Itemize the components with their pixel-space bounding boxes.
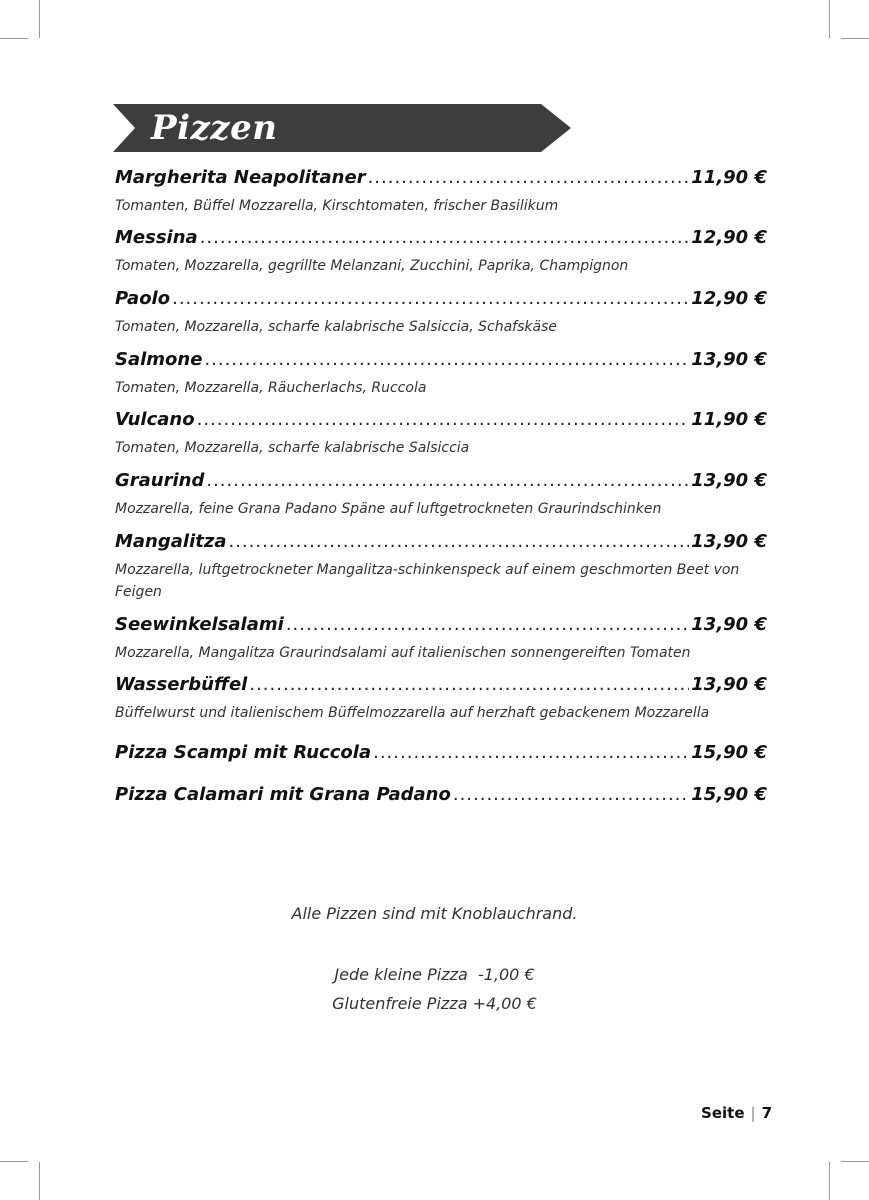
item-price: 13,90 €: [691, 531, 767, 552]
item-description: Tomaten, Mozzarella, gegrillte Melanzani, Zucchini, Paprika, Champignon: [115, 258, 629, 274]
dot-leader: [206, 468, 689, 494]
item-name: Pizza Scampi mit Ruccola: [115, 742, 372, 763]
item-price: 13,90 €: [691, 614, 767, 635]
item-price: 12,90 €: [691, 227, 767, 248]
dot-leader: [373, 740, 689, 766]
garlic-crust-note: Alle Pizzen sind mit Knoblauchrand.: [291, 904, 578, 923]
menu-item: [115, 672, 767, 724]
menu-item: [115, 740, 767, 766]
menu-item: [115, 407, 767, 459]
section-title: Pizzen: [151, 108, 278, 148]
crop-mark: [841, 1161, 869, 1162]
item-name: Salmone: [115, 349, 203, 370]
price-adjustments: [0, 960, 869, 1018]
item-description: Tomanten, Büffel Mozzarella, Kirschtomaten, frischer Basilikum: [115, 198, 559, 214]
item-description: Mozzarella, luftgetrockneter Mangalitza-schinkenspeck auf einem geschmorten Beet von Feigen: [115, 562, 740, 600]
dot-leader: [286, 612, 689, 638]
item-description: Mozzarella, feine Grana Padano Späne auf luftgetrockneten Graurindschinken: [115, 501, 662, 517]
menu-item: [115, 612, 767, 664]
item-name: Mangalitza: [115, 531, 227, 552]
dot-leader: [249, 672, 689, 698]
menu-item: [115, 529, 767, 603]
crop-mark: [829, 1162, 830, 1200]
gluten-free-note: Glutenfreie Pizza +4,00 €: [332, 994, 537, 1013]
menu-item: [115, 468, 767, 520]
page-separator: |: [750, 1104, 756, 1122]
dot-leader: [228, 529, 689, 555]
item-price: 13,90 €: [691, 349, 767, 370]
item-name: Seewinkelsalami: [115, 614, 284, 635]
crop-mark: [841, 38, 869, 39]
crop-mark: [39, 1162, 40, 1200]
item-price: 13,90 €: [691, 674, 767, 695]
dot-leader: [172, 286, 689, 312]
item-name: Vulcano: [115, 409, 195, 430]
dot-leader: [204, 347, 689, 373]
dot-leader: [368, 165, 690, 191]
crop-mark: [0, 1161, 28, 1162]
small-pizza-note: Jede kleine Pizza -1,00 €: [334, 965, 535, 984]
item-description: Tomaten, Mozzarella, scharfe kalabrische Salsiccia, Schafskäse: [115, 319, 557, 335]
menu-item: [115, 347, 767, 399]
menu-item: [115, 286, 767, 338]
page-footer: [701, 1104, 772, 1122]
item-name: Wasserbüffel: [115, 674, 248, 695]
page-number: 7: [761, 1104, 772, 1122]
menu-item: [115, 165, 767, 217]
crop-mark: [829, 0, 830, 38]
crop-mark: [39, 0, 40, 38]
section-banner: [113, 104, 573, 152]
item-price: 15,90 €: [691, 742, 767, 763]
item-name: Paolo: [115, 288, 171, 309]
item-name: Pizza Calamari mit Grana Padano: [115, 784, 451, 805]
item-name: Messina: [115, 227, 198, 248]
menu-list: [115, 165, 767, 808]
item-price: 11,90 €: [691, 167, 767, 188]
dot-leader: [197, 407, 690, 433]
item-price: 13,90 €: [691, 470, 767, 491]
item-price: 15,90 €: [691, 784, 767, 805]
item-description: Tomaten, Mozzarella, scharfe kalabrische Salsiccia: [115, 440, 470, 456]
item-price: 11,90 €: [691, 409, 767, 430]
item-name: Margherita Neapolitaner: [115, 167, 366, 188]
page-label: Seite: [701, 1104, 745, 1122]
item-price: 12,90 €: [691, 288, 767, 309]
menu-item: [115, 225, 767, 277]
dot-leader: [453, 782, 689, 808]
crop-mark: [0, 38, 28, 39]
dot-leader: [200, 225, 690, 251]
item-name: Graurind: [115, 470, 205, 491]
item-description: Mozzarella, Mangalitza Graurindsalami auf italienischen sonnengereiften Tomaten: [115, 645, 691, 661]
menu-item: [115, 782, 767, 808]
item-description: Büffelwurst und italienischem Büffelmozzarella auf herzhaft gebackenem Mozzarella: [115, 705, 710, 721]
item-description: Tomaten, Mozzarella, Räucherlachs, Ruccola: [115, 380, 427, 396]
